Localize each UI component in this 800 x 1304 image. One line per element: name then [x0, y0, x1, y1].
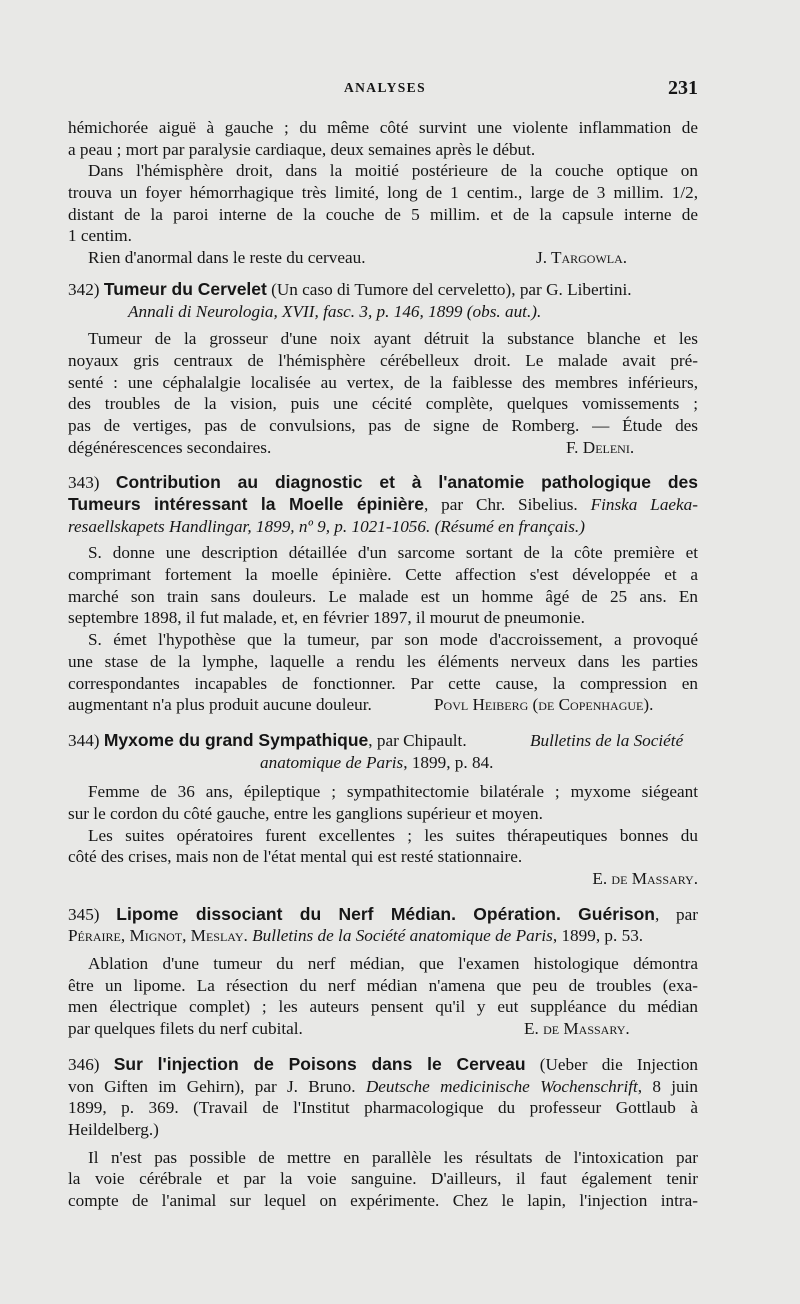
- page-body: [68, 117, 698, 1212]
- journal-citation: Annali di Neurologia, XVII, fasc. 3, p. 146, 1899 (obs. aut.).: [128, 301, 542, 321]
- article-citation: , par: [654, 904, 699, 924]
- text-line: pas de vertiges, pas de convulsions, pas de signe de Romberg. — Étude des: [68, 415, 698, 435]
- article-342: [68, 279, 698, 459]
- journal-citation: Finska Laeka-: [590, 495, 698, 514]
- article-citation: von Giften im Gehirn), par J. Bruno.: [68, 1076, 356, 1096]
- article-heading-line: [68, 1076, 698, 1098]
- text-line: la voie cérébrale et par la voie sanguine. D'ailleurs, il faut également tenir: [68, 1169, 698, 1189]
- article-title: Tumeurs intéressant la Moelle épinière: [68, 494, 424, 514]
- article-heading-line: Heildelberg.): [68, 1119, 159, 1139]
- text-line: S. donne une description détaillée d'un sarcome sortant de la côte première et: [88, 543, 698, 563]
- article-heading-line: [68, 301, 698, 323]
- signature: Povl Heiberg (de Copenhague).: [434, 695, 654, 715]
- text-line: des troubles de la vision, puis une cécité complète, quelques vomissements ;: [68, 394, 698, 414]
- text-fragment: dégénérescences secondaires.: [68, 437, 272, 457]
- article-citation: , 1899, p. 84.: [403, 752, 494, 772]
- text-line: sur le cordon du côté gauche, entre les ganglions supérieur et moyen.: [68, 803, 543, 823]
- article-heading-line: [68, 279, 698, 301]
- article-title: Myxome du grand Sympathique: [103, 729, 369, 750]
- journal-citation: Deutsche medicinische Wochenschrift: [365, 1076, 638, 1096]
- journal-citation: resaellskapets Handlingar, 1899, nº 9, p. 1021-1056. (Résumé en français.): [68, 516, 585, 536]
- text-line: compte de l'animal sur lequel on expérimente. Chez le lapin, l'injection intra-: [68, 1190, 698, 1210]
- text-line: comprimant fortement la moelle épinière. Cette affection s'est développée et a: [68, 565, 698, 585]
- text-line: trouva un foyer hémorrhagique très limité, long de 1 centim., large de 3 millim. 1/2,: [68, 183, 698, 203]
- text-line: senté : une céphalalgie localisée au vertex, de la faiblesse des membres inférieurs,: [68, 372, 698, 392]
- text-line: Les suites opératoires furent excellentes ; les suites thérapeutiques bonnes du: [88, 825, 698, 845]
- article-heading-line: [68, 472, 698, 494]
- text-line: Ablation d'une tumeur du nerf médian, que l'examen histologique démontra: [88, 954, 698, 974]
- journal-citation: anatomique de Paris: [260, 752, 404, 772]
- journal-citation: Bulletins de la Société anatomique de Paris: [252, 926, 553, 946]
- article-number: 346): [68, 1054, 100, 1074]
- article-citation: (Ueber die Injection: [525, 1054, 699, 1074]
- article-345: [68, 904, 698, 1040]
- article-citation: , 8 juin: [637, 1076, 699, 1096]
- text-line: marché son train sans douleurs. Le malade est un homme âgé de 25 ans. En: [68, 586, 698, 606]
- article-title: Lipome dissociant du Nerf Médian. Opération. Guérison: [116, 903, 655, 924]
- article-heading-line: [68, 904, 698, 926]
- text-fragment: Rien d'anormal dans le reste du cerveau.: [88, 248, 366, 268]
- text-line: S. émet l'hypothèse que la tumeur, par son mode d'accroissement, a provoqué: [88, 630, 698, 650]
- text-line: 1 centim.: [68, 226, 132, 246]
- text-line: distant de la paroi interne de la couche de 5 millim. et de la capsule interne de: [68, 204, 698, 224]
- text-line: [68, 247, 698, 269]
- article-number: 342): [68, 279, 100, 299]
- article-heading-line: [68, 494, 698, 516]
- text-line: Il n'est pas possible de mettre en parallèle les résultats de l'intoxication par: [88, 1147, 698, 1167]
- article-heading-line: 1899, p. 369. (Travail de l'Institut pharmacologique du professeur Gottlaub à: [68, 1098, 698, 1118]
- text-line: Femme de 36 ans, épileptique ; sympathitectomie bilatérale ; myxome siégeant: [88, 782, 698, 802]
- text-fragment: par quelques filets du nerf cubital.: [68, 1019, 303, 1039]
- text-line: [68, 694, 698, 716]
- text-line: être un lipome. La résection du nerf médian n'amena que peu de troubles (exa-: [68, 975, 698, 995]
- article-title: Contribution au diagnostic et à l'anatomie pathologique des: [115, 472, 698, 493]
- article-citation: , 1899, p. 53.: [552, 926, 644, 946]
- article-title: Sur l'injection de Poisons dans le Cerveau: [113, 1053, 526, 1074]
- running-title: ANALYSES: [344, 80, 426, 95]
- article-number: 345): [68, 904, 100, 924]
- text-line: [68, 437, 698, 459]
- article-344: [68, 730, 698, 890]
- signature: F. Deleni.: [566, 437, 635, 457]
- page-number: 231: [668, 77, 698, 99]
- article-heading-line: [68, 925, 698, 947]
- text-fragment: augmentant n'a plus produit aucune douleur.: [68, 695, 372, 715]
- text-line: noyaux gris centraux de l'hémisphère cérébelleux droit. Le malade avait pré-: [68, 350, 698, 370]
- text-line: a peau ; mort par paralysie cardiaque, deux semaines après le début.: [68, 139, 536, 159]
- text-line: Dans l'hémisphère droit, dans la moitié postérieure de la couche optique on: [88, 161, 698, 181]
- signature: J. Targowla.: [536, 248, 628, 268]
- article-343: [68, 472, 698, 716]
- page-header: [0, 77, 800, 101]
- text-line: [68, 1018, 698, 1040]
- article-title: Tumeur du Cervelet: [103, 278, 267, 299]
- text-line: une stase de la lymphe, laquelle a rendu les éléments nerveux dans les parties: [68, 651, 698, 671]
- article-citation: , par Chr. Sibelius.: [423, 495, 578, 514]
- signature: E. de Massary.: [524, 1019, 630, 1039]
- article-number: 344): [68, 730, 100, 750]
- text-line: men électrique complet) ; les auteurs pensent qu'il y eut suppléance du médian: [68, 997, 698, 1017]
- text-line: septembre 1898, il fut malade, et, en février 1897, il mourut de pneumonie.: [68, 608, 585, 628]
- article-heading-line: [68, 730, 698, 752]
- article-heading-line: [68, 752, 698, 774]
- text-line: correspondantes incapables de fonctionner. Par cette cause, la compression en: [68, 673, 698, 693]
- article-citation: (Un caso di Tumore del cerveletto), par G. Libertini.: [266, 279, 632, 299]
- signature: E. de Massary.: [592, 869, 698, 888]
- article-346: [68, 1054, 698, 1212]
- text-line: Tumeur de la grosseur d'une noix ayant détruit la substance blanche et les: [88, 329, 698, 349]
- intro-section: [68, 117, 698, 269]
- article-heading-line: [68, 516, 698, 538]
- article-citation: , par Chipault.: [368, 730, 467, 750]
- text-line: hémichorée aiguë à gauche ; du même côté survint une violente inflammation de: [68, 118, 698, 137]
- text-line: côté des crises, mais non de l'état mental qui est resté stationnaire.: [68, 847, 523, 867]
- author-names: Péraire, Mignot, Meslay.: [68, 926, 248, 946]
- article-number: 343): [68, 473, 100, 493]
- journal-citation: Bulletins de la Société: [530, 730, 684, 750]
- article-heading-line: [68, 1054, 698, 1076]
